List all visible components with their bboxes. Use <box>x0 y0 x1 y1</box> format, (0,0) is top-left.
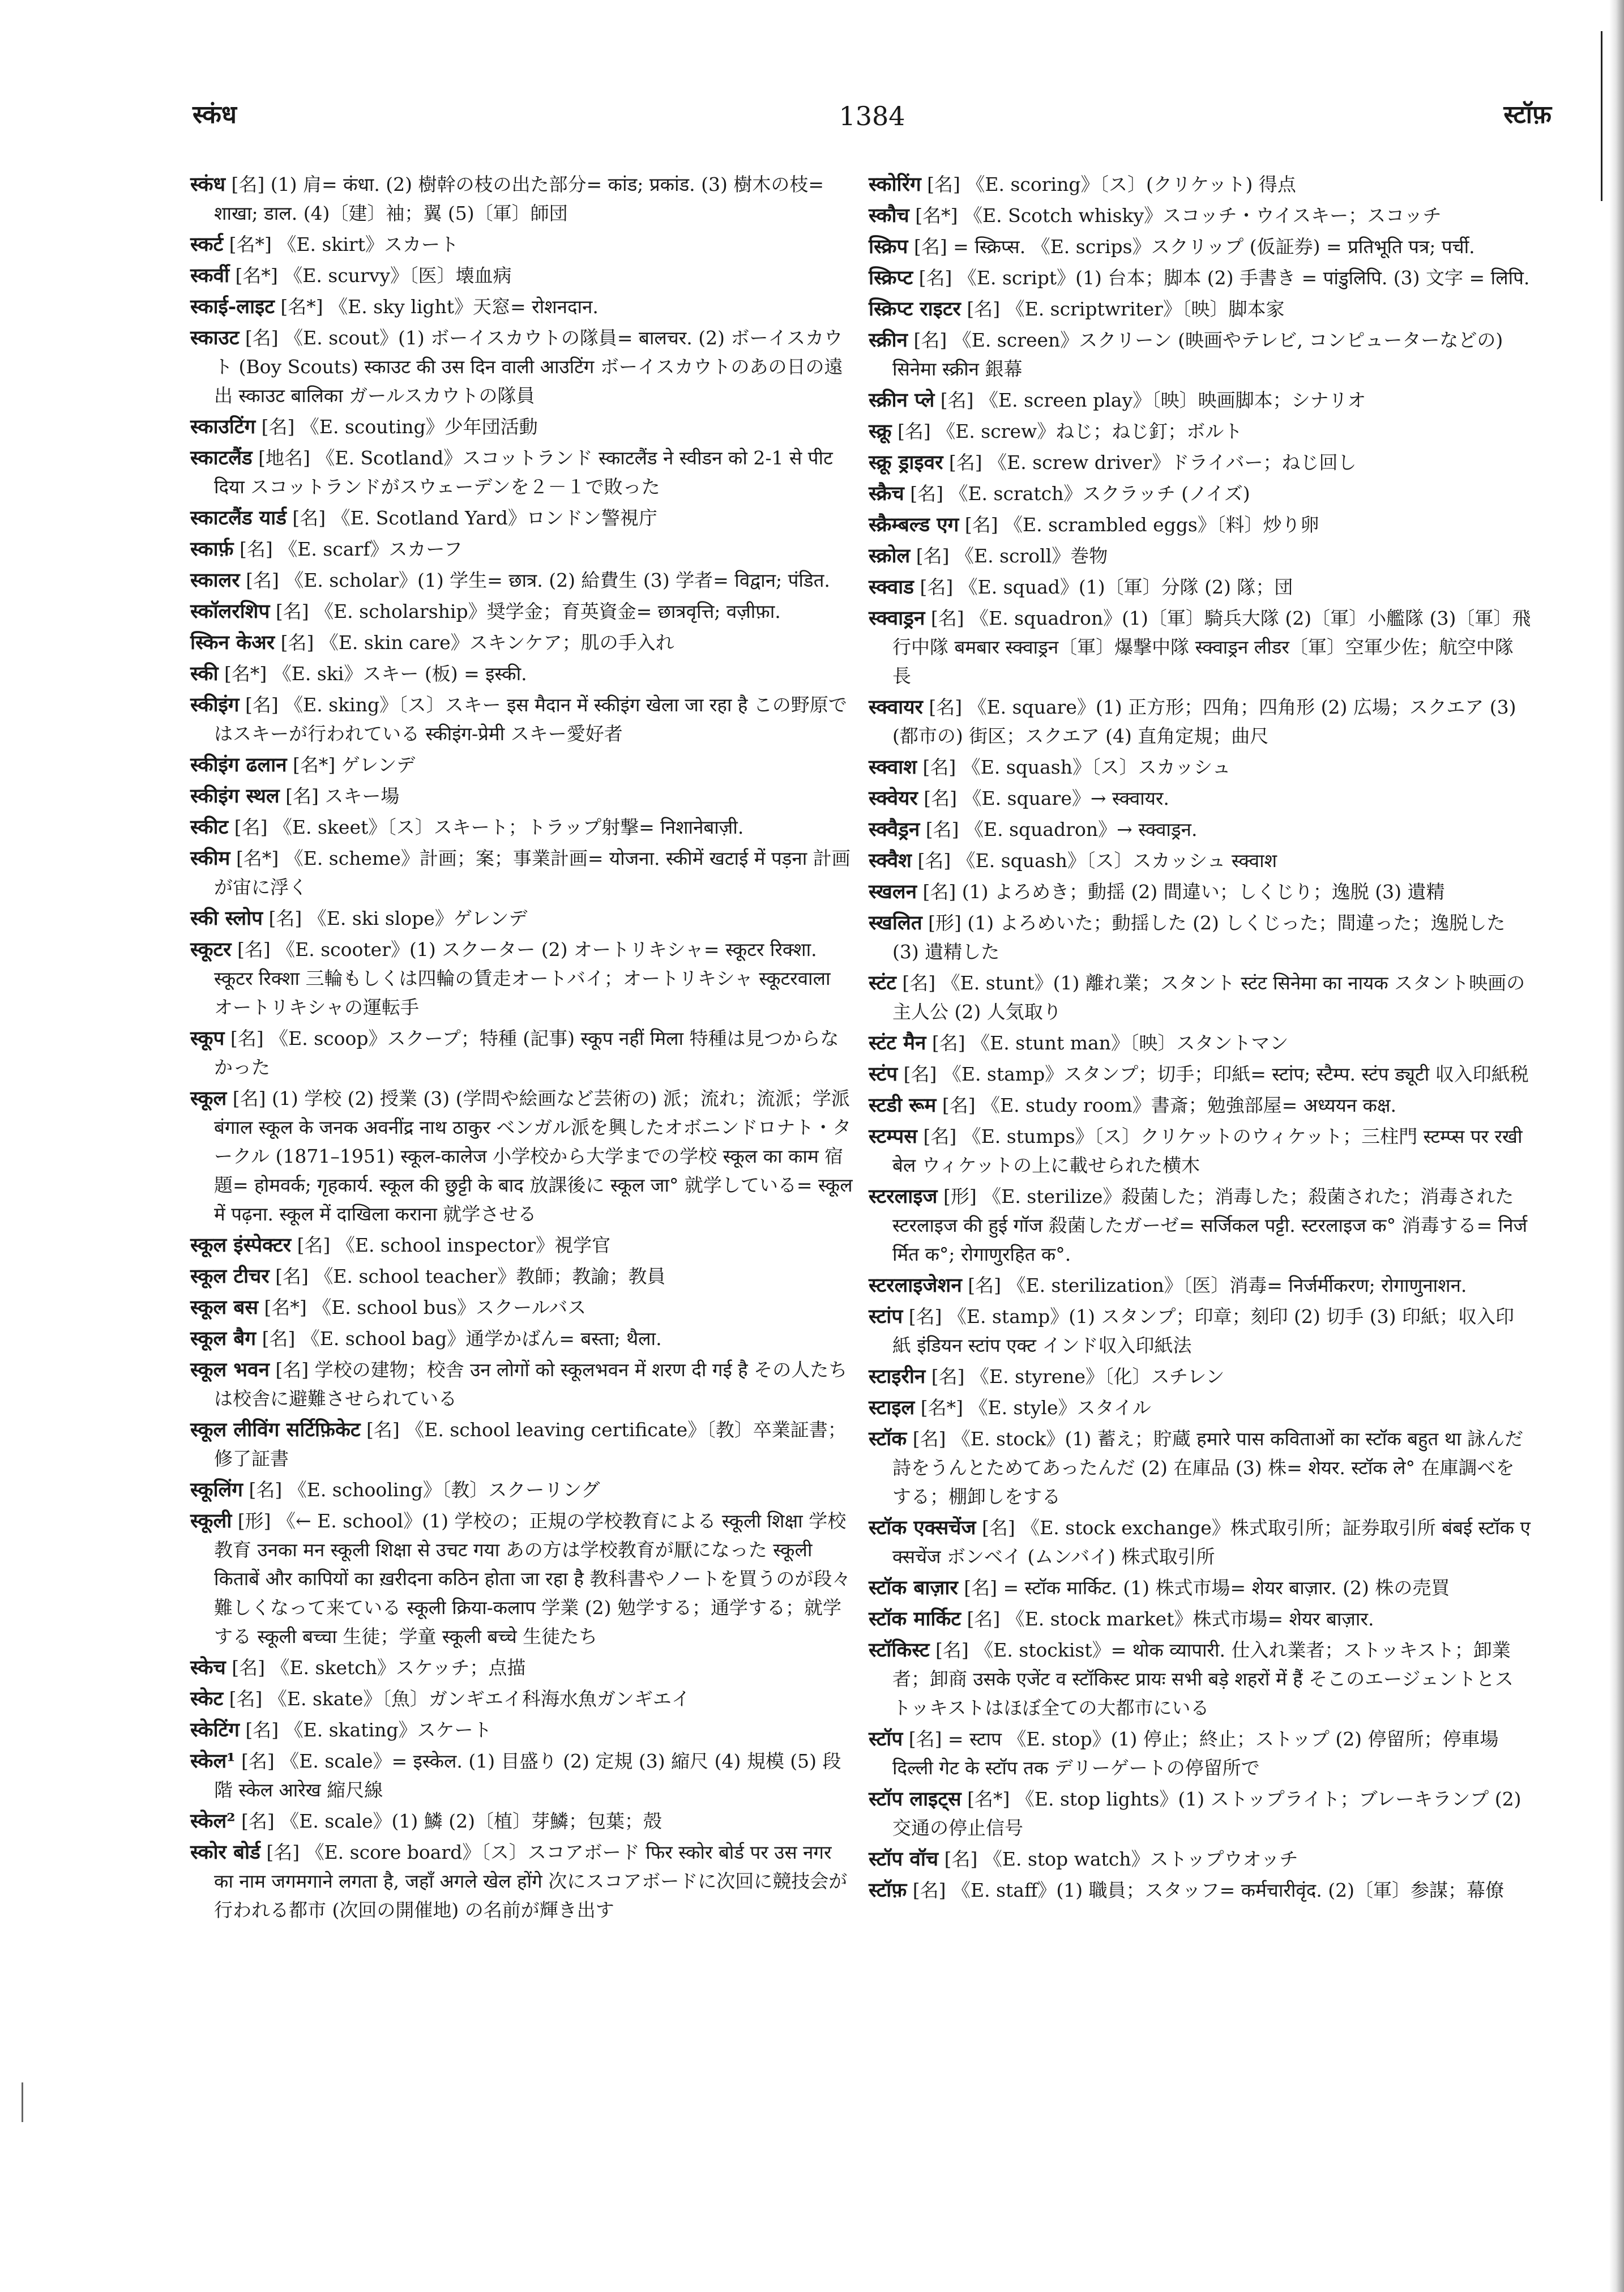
entry-definition: [名] 《E. scratch》スクラッチ (ノイズ) <box>904 483 1250 505</box>
dictionary-entry <box>190 844 853 902</box>
dictionary-entry <box>190 1231 853 1260</box>
dictionary-entry <box>869 573 1531 601</box>
entry-headword: स्कूलिंग <box>190 1478 243 1501</box>
page-header <box>193 96 1552 147</box>
dictionary-entry <box>190 1262 853 1291</box>
dictionary-entry <box>190 597 853 626</box>
entry-definition: [名*] 《E. sky light》天窓= रोशनदान. <box>274 296 599 318</box>
dictionary-entry <box>869 1785 1531 1842</box>
entry-headword: स्कॉलरशिप <box>190 600 270 623</box>
entry-definition: [形] 《← E. school》(1) 学校の；正規の学校教育による स्कूली शिक्षा 学校教育 उनका मन स्कूली शिक्षा से उचट गया あの方は学校教育が厭になった स्कूली किताबें और कापियों का ख़रीदना कठिन होता जा रहा है 教科書やノートを買うのが段々難しくなって来ている स्कूली क्रिया-कलाप 学業 (2) 勉学する；通学する；就学する स्कूली बच्चा 生徒；学童 स्कूली बच्चे 生徒たち <box>214 1510 851 1647</box>
entry-headword: स्किन केअर <box>190 631 275 654</box>
entry-definition: [名] (1) よろめき；動揺 (2) 間違い；しくじり；逸脱 (3) 遺精 <box>917 881 1445 903</box>
entry-headword: स्क्रू ड्राइवर <box>869 451 943 474</box>
entry-definition: [名] 《E. Scotland Yard》ロンドン警視庁 <box>286 507 657 529</box>
entry-definition: [名*] ゲレンデ <box>287 754 416 776</box>
entry-headword: स्क्रिप <box>869 235 908 258</box>
dictionary-entry <box>869 417 1531 446</box>
entry-definition: [名] 《E. scale》(1) 鱗 (2)〔植〕芽鱗；包葉；殻 <box>235 1810 663 1832</box>
entry-definition: [名] 《E. scholar》(1) 学生= छात्र. (2) 給費生 (3) 学者= विद्वान; पंडित. <box>240 569 830 591</box>
dictionary-entry <box>869 604 1531 690</box>
dictionary-entry <box>190 813 853 842</box>
entry-definition: [名] 《E. screen》スクリーン (映画やテレビ, コンピューターなどの) सिनेमा स्क्रीन 銀幕 <box>892 329 1503 380</box>
entry-headword: स्टॉफ़ <box>869 1879 907 1902</box>
entry-definition: [名*] 《E. style》スタイル <box>914 1397 1151 1419</box>
dictionary-entry <box>869 1725 1531 1782</box>
entry-headword: स्टॉक <box>869 1427 907 1450</box>
dictionary-entry <box>190 1415 853 1473</box>
entry-headword: स्क्वाश <box>869 756 917 779</box>
entry-headword: स्केच <box>190 1656 226 1679</box>
entry-definition: [名] 《E. square》(1) 正方形；四角；四角形 (2) 広場；スクエア (3) (都市の) 街区；スクエア (4) 直角定規；曲尺 <box>892 696 1516 747</box>
entry-headword: स्कंध <box>190 173 226 196</box>
entry-headword: स्कूल इंस्पेक्टर <box>190 1234 292 1257</box>
entry-headword: स्क्वैड्रन <box>869 818 920 841</box>
entry-definition: [名] 《E. skeet》〔ス〕スキート；トラップ射撃= निशानेबाज़ी. <box>228 816 744 838</box>
dictionary-entry <box>869 693 1531 750</box>
dictionary-entry <box>869 1604 1531 1633</box>
dictionary-entry <box>190 1747 853 1804</box>
dictionary-entry <box>190 261 853 290</box>
entry-headword: स्टंप <box>869 1062 898 1086</box>
dictionary-entry <box>869 1393 1531 1422</box>
entry-headword: स्कोर बोर्ड <box>190 1841 260 1864</box>
dictionary-entry <box>869 877 1531 906</box>
entry-headword: स्केल² <box>190 1809 236 1833</box>
entry-definition: [名] 《E. scriptwriter》〔映〕脚本家 <box>960 298 1285 320</box>
entry-headword: स्टांप <box>869 1305 903 1328</box>
dictionary-entry <box>869 232 1531 261</box>
entry-headword: स्कीइंग ढलान <box>190 753 287 776</box>
entry-headword: स्काटलैंड यार्ड <box>190 506 287 530</box>
entry-definition: [名] 《E. sketch》スケッチ；点描 <box>225 1657 526 1679</box>
entry-definition: [名] = स्टॉक मार्किट. (1) 株式市場= शेयर बाज़ार. (2) 株の売買 <box>958 1577 1450 1599</box>
entry-definition: [名] 《E. square》→ स्क्वायर. <box>917 787 1169 809</box>
binding-line <box>1601 31 1602 201</box>
dictionary-entry <box>190 230 853 259</box>
right-column <box>869 170 1531 1907</box>
entry-headword: स्टॉप वॉच <box>869 1847 939 1871</box>
dictionary-entry <box>869 294 1531 323</box>
entry-headword: स्क्रिप्ट <box>869 266 913 289</box>
entry-definition: [名] 《E. squadron》(1)〔軍〕騎兵大隊 (2)〔軍〕小艦隊 (3)〔軍〕飛行中隊 बमबार स्क्वाड्रन〔軍〕爆撃中隊 स्क्वाड्रन लीडर〔軍〕空軍少佐；航空中隊長 <box>892 607 1531 687</box>
entry-definition: [名] 《E. stunt》(1) 離れ業；スタント स्टंट सिनेमा का नायक スタント映画の主人公 (2) 人気取り <box>892 972 1525 1023</box>
dictionary-entry <box>190 628 853 657</box>
entry-headword: स्टॉक मार्किट <box>869 1607 961 1631</box>
entry-definition: [名] 《E. scholarship》奨学金；育英資金= छात्रवृत्ति; वज़ीफ़ा. <box>270 600 781 622</box>
dictionary-entry <box>869 541 1531 570</box>
entry-definition: [名] 《E. sking》〔ス〕スキー इस मैदान में स्कीइंग खेला जा रहा है この野原ではスキーが行われている स्कीइंग-प्रेमी スキー愛好者 <box>214 694 847 745</box>
entry-definition: [名] 《E. school leaving certificate》〔教〕卒業証書；修了証書 <box>214 1419 847 1470</box>
dictionary-entry <box>869 326 1531 383</box>
entry-headword: स्क्रैम्बल्ड एग <box>869 513 959 536</box>
dictionary-entry <box>869 1424 1531 1511</box>
entry-definition: [名] 《E. stop watch》ストップウオッチ <box>938 1848 1298 1870</box>
dictionary-entry <box>190 1653 853 1682</box>
entry-definition: [名] 《E. skin care》スキンケア；肌の手入れ <box>275 631 674 654</box>
entry-headword: स्कीम <box>190 847 230 870</box>
entry-definition: [名] 《E. scoop》スクープ；特種 (記事) स्कूप नहीं मिला 特種は見つからなかった <box>214 1027 839 1078</box>
dictionary-entry <box>190 170 853 228</box>
entry-headword: स्क्वाड <box>869 575 914 599</box>
entry-definition: [名] 《E. stumps》〔ス〕クリケットのウィケット；三柱門 स्टम्प्स पर रखी बेल ウィケットの上に載せられた横木 <box>892 1125 1523 1176</box>
dictionary-entry <box>869 908 1531 966</box>
entry-definition: [名] 《E. skating》スケート <box>239 1719 492 1741</box>
dictionary-entry <box>869 1182 1531 1269</box>
entry-headword: स्टंट मैन <box>869 1031 926 1055</box>
entry-definition: [名*] 《E. stop lights》(1) ストップライト；ブレーキランプ (2) 交通の停止信号 <box>892 1788 1522 1839</box>
dictionary-entry <box>190 1506 853 1651</box>
entry-headword: स्टाइरीन <box>869 1365 926 1388</box>
dictionary-entry <box>190 412 853 441</box>
entry-definition: [名] 《E. schooling》〔教〕スクーリング <box>243 1479 600 1501</box>
entry-definition: [名*] 《E. scurvy》〔医〕壊血病 <box>229 264 512 287</box>
entry-headword: स्टॉकिस्ट <box>869 1638 930 1662</box>
entry-definition: [名] 《E. scroll》巻物 <box>910 545 1108 567</box>
left-column <box>190 170 853 1927</box>
entry-definition: [名] 《E. study room》書斎；勉強部屋= अध्ययन कक्ष. <box>936 1094 1397 1116</box>
dictionary-entry <box>869 1091 1531 1120</box>
dictionary-entry <box>190 566 853 595</box>
dictionary-entry <box>869 1513 1531 1571</box>
entry-headword: स्टंट <box>869 971 896 995</box>
dictionary-entry <box>869 510 1531 539</box>
entry-headword: स्क्रोल <box>869 544 911 567</box>
dictionary-entry <box>190 1475 853 1504</box>
entry-definition: [名*] 《E. school bus》スクールバス <box>258 1296 587 1318</box>
entry-headword: स्कूली <box>190 1509 232 1533</box>
entry-headword: स्कीइंग <box>190 693 240 716</box>
entry-definition: [名*] 《E. Scotch whisky》スコッチ・ウイスキー；スコッチ <box>909 204 1442 227</box>
entry-headword: स्क्रिप्ट राइटर <box>869 297 961 321</box>
dictionary-entry <box>190 750 853 779</box>
entry-headword: स्कीट <box>190 816 229 839</box>
page-number: 1384 <box>839 101 905 131</box>
entry-headword: स्खलित <box>869 911 922 934</box>
entry-definition: [名] 《E. squad》(1)〔軍〕分隊 (2) 隊；団 <box>913 576 1293 598</box>
entry-definition: [名] 《E. stock market》株式市場= शेयर बाज़ार. <box>960 1608 1374 1630</box>
dictionary-entry <box>190 1324 853 1353</box>
entry-headword: स्कर्ट <box>190 233 224 256</box>
dictionary-entry <box>190 292 853 321</box>
entry-headword: स्टरलाइज <box>869 1185 938 1208</box>
entry-headword: स्टरलाइजेशन <box>869 1274 962 1297</box>
entry-definition: [名] 《E. screw driver》ドライバー；ねじ回し <box>943 451 1357 473</box>
dictionary-entry <box>869 386 1531 415</box>
entry-definition: [名] 《E. scouting》少年団活動 <box>255 416 538 438</box>
running-headword-left: स्कंध <box>193 100 237 129</box>
dictionary-entry <box>190 690 853 748</box>
entry-headword: स्कार्फ़ <box>190 537 234 561</box>
entry-headword: स्क्रैच <box>869 482 904 505</box>
entry-headword: स्टॉक एक्सचेंज <box>869 1516 976 1539</box>
entry-definition: [名] 《E. scoring》〔ス〕(クリケット) 得点 <box>921 173 1296 195</box>
entry-headword: स्कीइंग स्थल <box>190 784 280 808</box>
entry-definition: [名] 《E. sterilization》〔医〕消毒= निर्जर्मीकरण; रोगाणुनाशन. <box>961 1274 1467 1296</box>
dictionary-entry <box>869 1362 1531 1391</box>
entry-headword: स्कोरिंग <box>869 173 921 196</box>
page-edge-shadow <box>1609 0 1624 2292</box>
entry-definition: [名*] 《E. skirt》スカート <box>223 233 459 255</box>
dictionary-entry <box>869 448 1531 477</box>
entry-headword: स्की <box>190 662 219 685</box>
entry-definition: [名] 《E. stamp》スタンプ；切手；印紙= स्टांप; स्टैम्प. स्टंप ड्यूटी 収入印紙税 <box>898 1063 1529 1085</box>
dictionary-entry <box>869 201 1531 230</box>
entry-definition: [名] スキー場 <box>279 785 400 807</box>
entry-definition: [名] 《E. squash》〔ス〕スカッシュ स्क्वाश <box>911 850 1277 872</box>
running-headword-right: स्टॉफ़ <box>1503 100 1552 129</box>
dictionary-entry <box>869 753 1531 782</box>
entry-headword: स्काटलैंड <box>190 446 253 470</box>
margin-mark <box>22 2082 23 2122</box>
entry-definition: [名] 《E. stockist》= थोक व्यापारी. 仕入れ業者；ストッキスト；卸業者；卸商 उसके एजेंट व स्टॉकिस्ट प्रायः सभी बड़े शहरों में हैं そこのエージェントとストッキストはほぼ全ての大都市にいる <box>892 1639 1514 1719</box>
entry-headword: स्काउटिंग <box>190 415 256 438</box>
entry-definition: [名] 《E. stock》(1) 蓄え；貯蔵 हमारे पास कविताओं का स्टॉक बहुत था 詠んだ詩をうんとためてあったんだ (2) 在庫品 (3) 株= शेयर. स्टॉक ले° 在庫調べをする；棚卸しをする <box>892 1428 1523 1508</box>
dictionary-entry <box>190 1293 853 1322</box>
entry-definition: [名] 《E. school teacher》教師；教諭；教員 <box>269 1265 666 1287</box>
entry-definition: [名] 学校の建物；校舎 उन लोगों को स्कूलभवन में शरण दी गई है その人たちは校舎に避難させられている <box>214 1359 848 1410</box>
entry-headword: स्कूल बैग <box>190 1327 257 1350</box>
dictionary-entry <box>190 1355 853 1413</box>
entry-definition: [形] 《E. sterilize》殺菌した；消毒した；殺菌された；消毒された स्टरलाइज की हुई गॉज 殺菌したガーゼ= सर्जिकल पट्टी. स्टरलाइज क° 消毒する= निर्जर्मित क°; रोगाणुरहित क°. <box>892 1185 1528 1265</box>
entry-headword: स्कूटर <box>190 938 232 961</box>
entry-definition: [名] 《E. stock exchange》株式取引所；証券取引所 बंबई स्टॉक एक्सचेंज ボンベイ (ムンバイ) 株式取引所 <box>892 1517 1531 1568</box>
entry-headword: स्टम्पस <box>869 1125 917 1148</box>
entry-definition: [名] = स्क्रिप्स. 《E. scrips》スクリップ (仮証券) = प्रतिभूति पत्र; पर्ची. <box>908 236 1475 258</box>
dictionary-entry <box>869 1060 1531 1089</box>
entry-definition: [名] 《E. stamp》(1) スタンプ；印章；刻印 (2) 切手 (3) 印紙；収入印紙 इंडियन स्टांप एक्ट インド収入印紙法 <box>892 1305 1514 1356</box>
dictionary-entry <box>869 170 1531 199</box>
dictionary-entry <box>869 968 1531 1026</box>
entry-definition: [名] 《E. squadron》→ स्क्वाड्रन. <box>920 818 1198 840</box>
entry-definition: [名] 《E. script》(1) 台本；脚本 (2) 手書き = पांडुलिपि. (3) 文字 = लिपि. <box>913 267 1530 289</box>
dictionary-entry <box>869 1028 1531 1057</box>
entry-headword: स्कूल लीविंग सर्टिफ़िकेट <box>190 1418 361 1441</box>
entry-headword: स्केट <box>190 1687 224 1710</box>
entry-headword: स्की स्लोप <box>190 907 263 930</box>
entry-headword: स्क्रीन प्ले <box>869 389 935 412</box>
entry-headword: स्क्रू <box>869 420 892 443</box>
entry-headword: स्टाइल <box>869 1396 915 1419</box>
dictionary-entry <box>869 1122 1531 1180</box>
entry-headword: स्क्वेयर <box>869 787 918 810</box>
entry-definition: [名] (1) 肩= कंधा. (2) 樹幹の枝の出た部分= कांड; प्रकांड. (3) 樹木の枝= शाखा; डाल. (4)〔建〕袖；翼 (5)〔軍〕師団 <box>214 173 824 224</box>
entry-headword: स्क्वैश <box>869 849 912 872</box>
entry-definition: [名*] 《E. scheme》計画；案；事業計画= योजना. स्कीमें खटाई में पड़ना 計画が宙に浮く <box>214 847 851 898</box>
entry-definition: [名] 《E. ski slope》ゲレンデ <box>263 907 528 929</box>
dictionary-entry <box>190 1715 853 1744</box>
entry-definition: [名] 《E. screw》ねじ；ねじ釘；ボルト <box>891 420 1243 442</box>
entry-definition: [名] 《E. staff》(1) 職員；スタッフ= कर्मचारीवृंद. (2)〔軍〕参謀；幕僚 <box>907 1879 1505 1901</box>
entry-definition: [名] 《E. school inspector》視学官 <box>291 1234 611 1256</box>
dictionary-entry <box>869 846 1531 875</box>
entry-headword: स्केटिंग <box>190 1718 240 1742</box>
entry-definition: [名] 《E. school bag》通学かばん= बस्ता; थैला. <box>256 1328 662 1350</box>
entry-definition: [名*] 《E. ski》スキー (板) = इस्की. <box>218 663 527 685</box>
entry-headword: स्कूल भवन <box>190 1358 270 1381</box>
entry-definition: [名] 《E. stunt man》〔映〕スタントマン <box>926 1032 1289 1054</box>
entry-headword: स्टॉप लाइट्स <box>869 1787 961 1811</box>
dictionary-entry <box>190 782 853 810</box>
dictionary-entry <box>190 1684 853 1713</box>
dictionary-entry <box>869 1845 1531 1873</box>
entry-headword: स्खलन <box>869 880 917 903</box>
entry-definition: [形] (1) よろめいた；動揺した (2) しくじった；間違った；逸脱した (3) 遺精した <box>892 912 1506 963</box>
entry-headword: स्केल¹ <box>190 1749 236 1773</box>
entry-headword: स्क्वायर <box>869 695 923 719</box>
dictionary-entry <box>869 1271 1531 1300</box>
entry-definition: [名] 《E. scale》= इस्केल. (1) 目盛り (2) 定規 (3) 縮尺 (4) 規模 (5) 段階 स्केल आरेख 縮尺線 <box>214 1750 841 1801</box>
entry-headword: स्काउट <box>190 326 240 349</box>
entry-definition: [名] 《E. scrambled eggs》〔料〕炒り卵 <box>959 514 1319 536</box>
entry-definition: [名] 《E. score board》〔ス〕スコアボード फिर स्कोर बोर्ड पर उस नगर का नाम जगमगाने लगता है, जहाँ अगले खेल होंगे 次にスコアボードに次回に競技会が行われる都市 (次回の開催地) の名前が輝き出す <box>214 1841 848 1921</box>
dictionary-entry <box>190 935 853 1022</box>
dictionary-entry <box>190 535 853 564</box>
entry-definition: [名] = स्टाप 《E. stop》(1) 停止；終止；ストップ (2) 停留所；停車場 दिल्ली गेट के स्टॉप तक デリーゲートの停留所で <box>892 1728 1499 1779</box>
entry-headword: स्टॉप <box>869 1727 903 1751</box>
entry-headword: स्कर्वी <box>190 264 230 287</box>
entry-headword: स्क्वाड्रन <box>869 607 925 630</box>
entry-headword: स्टॉक बाज़ार <box>869 1576 958 1599</box>
entry-headword: स्कौच <box>869 204 909 227</box>
entry-definition: [名] (1) 学校 (2) 授業 (3) (学問や絵画など芸術の) 派；流れ；流派；学派 बंगाल स्कूल के जनक अवनींद्र नाथ ठाकुर ベンガル派を興したオボニンドロナト・タークル (1871–1951) स्कूल-कालेज 小学校から大学までの学校 स्कूल का काम 宿題= होमवर्क; गृहकार्य. स्कूल की छुट्टी के बाद 放課後に स्कूल जा° 就学している= स्कूल में पढ़ना. स्कूल में दाखिला कराना 就学させる <box>214 1087 853 1225</box>
entry-headword: स्टडी रूम <box>869 1094 937 1117</box>
dictionary-entry <box>190 443 853 501</box>
dictionary-entry <box>869 1636 1531 1722</box>
entry-headword: स्कूल टीचर <box>190 1265 270 1288</box>
entry-headword: स्कूल <box>190 1087 227 1110</box>
entry-headword: स्कूप <box>190 1027 225 1050</box>
dictionary-entry <box>869 263 1531 292</box>
entry-definition: [名] 《E. styrene》〔化〕スチレン <box>925 1365 1225 1388</box>
dictionary-entry <box>190 659 853 688</box>
entry-definition: [名] 《E. screen play》〔映〕映画脚本；シナリオ <box>934 389 1366 411</box>
entry-headword: स्कालर <box>190 569 240 592</box>
dictionary-entry <box>869 1573 1531 1602</box>
dictionary-entry <box>190 1807 853 1836</box>
dictionary-entry <box>869 815 1531 844</box>
dictionary-entry <box>190 323 853 410</box>
dictionary-entry <box>869 1876 1531 1905</box>
entry-definition: [地名] 《E. Scotland》スコットランド स्काटलैंड ने स्वीडन को 2-1 से पीट दिया スコットランドがスウェーデンを２－１で敗った <box>214 447 833 498</box>
entry-headword: स्कूल बस <box>190 1296 259 1319</box>
entry-headword: स्क्रीन <box>869 328 908 352</box>
dictionary-entry <box>190 503 853 532</box>
dictionary-entry <box>869 479 1531 508</box>
dictionary-entry <box>190 904 853 933</box>
dictionary-entry <box>869 1302 1531 1360</box>
entry-definition: [名] 《E. scooter》(1) スクーター (2) オートリキシャ= स्कूटर रिक्शा. स्कूटर रिक्शा 三輪もしくは四輪の賃走オートバイ；オートリキシャ स्कूटरवाला オートリキシャの運転手 <box>214 938 831 1018</box>
dictionary-entry <box>190 1024 853 1082</box>
entry-definition: [名] 《E. skate》〔魚〕ガンギエイ科海水魚ガンギエイ <box>223 1688 690 1710</box>
dictionary-entry <box>190 1084 853 1228</box>
entry-definition: [名] 《E. scarf》スカーフ <box>233 538 463 560</box>
entry-definition: [名] 《E. squash》〔ス〕スカッシュ <box>917 756 1231 778</box>
entry-headword: स्काई-लाइट <box>190 295 275 318</box>
dictionary-entry <box>869 784 1531 813</box>
entry-definition: [名] 《E. scout》(1) ボーイスカウトの隊員= बालचर. (2) ボーイスカウト (Boy Scouts) स्काउट की उस दिन वाली आउटिंग ボーイスカウトのあの日の遠出 स्काउट बालिका ガールスカウトの隊員 <box>214 327 843 407</box>
dictionary-entry <box>190 1838 853 1924</box>
